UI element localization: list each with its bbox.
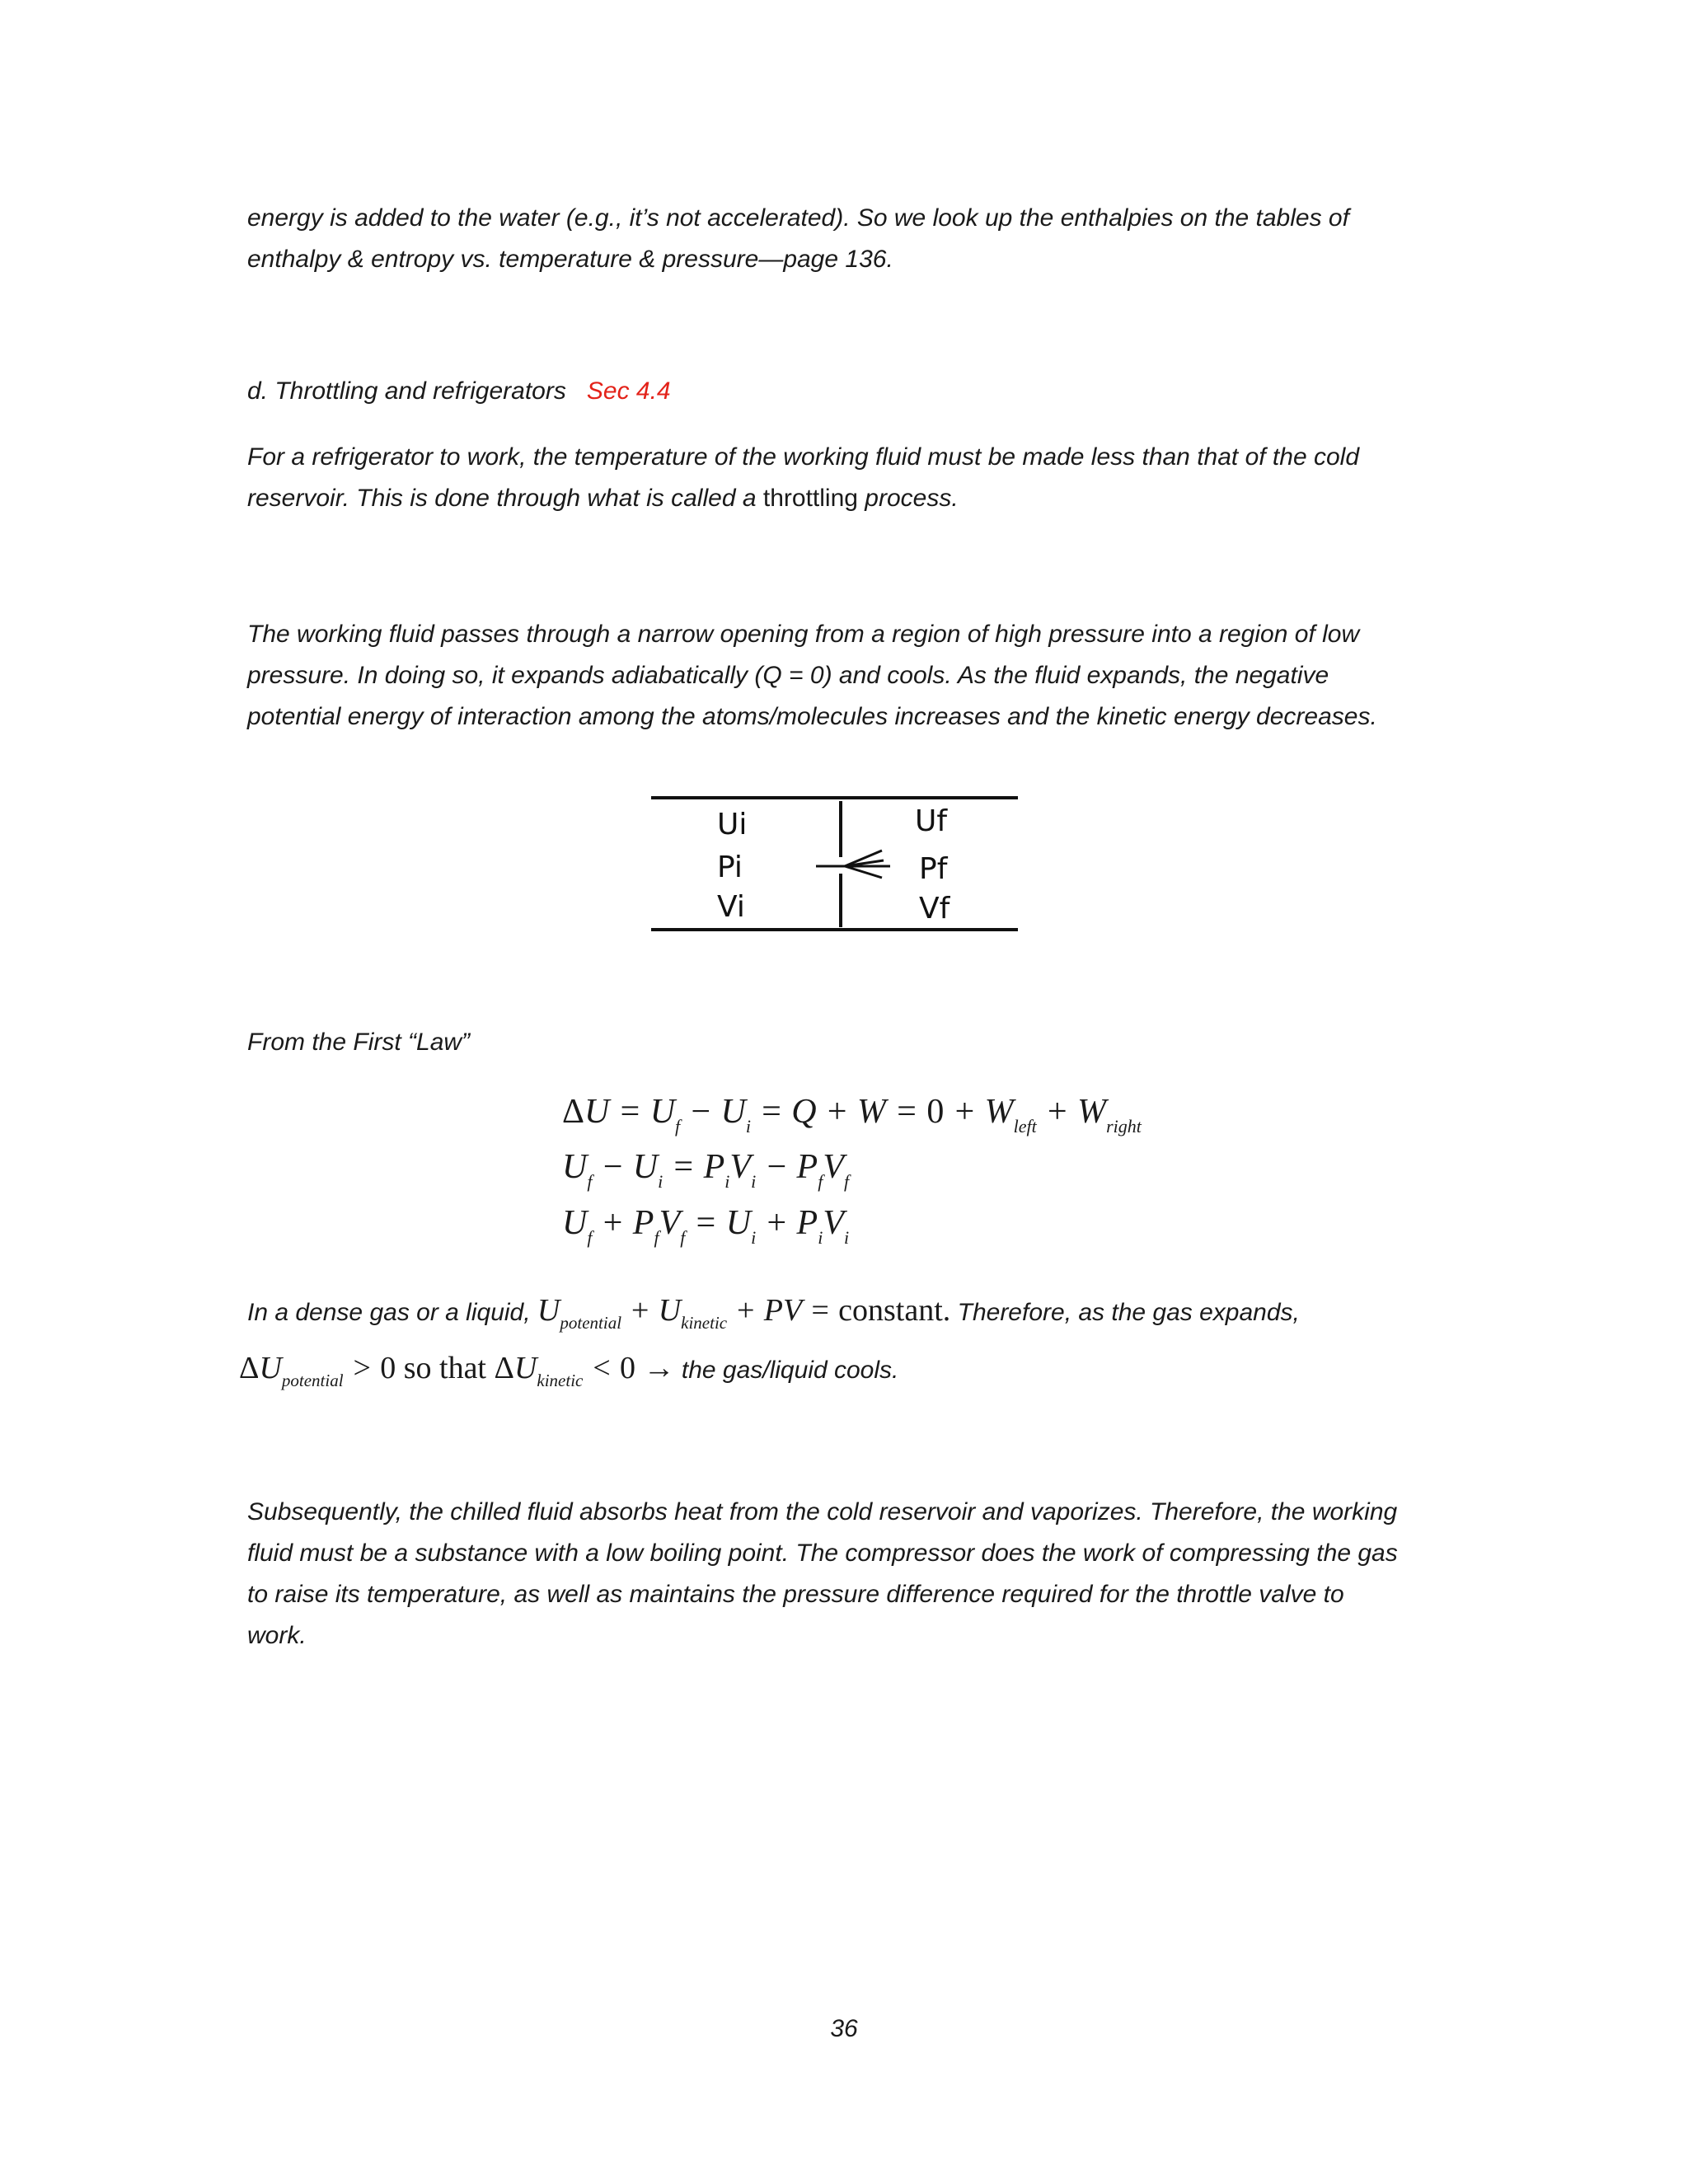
section-reference: Sec 4.4 [586,377,671,405]
text-line: The working fluid passes through a narrow opening from a region of high pressure into a region of low [247,621,1360,648]
text-segment: Therefore, as the gas expands, [957,1299,1300,1326]
label-pi: Pi [717,851,743,884]
paragraph-cooling [239,1347,1442,1393]
text-line: process. [865,485,959,512]
throttling-diagram [643,791,1022,948]
paragraph-compressor [247,1492,1467,1657]
paragraph-working-fluid [247,614,1451,738]
page-number: 36 [830,2015,858,2042]
paragraph-refrigerator [247,437,1451,519]
text-line: energy is added to the water (e.g., it’s not accelerated). So we look up the enthalpies on the tables of [247,204,1349,232]
text-segment: the gas/liquid cools. [681,1357,899,1384]
text-line: enthalpy & entropy vs. temperature & pressure—page 136. [247,246,893,273]
paragraph-enthalpy [247,198,1451,280]
text-line: to raise its temperature, as well as maintains the pressure difference required for the throttle valve to [247,1581,1344,1608]
text-line: pressure. In doing so, it expands adiabatically (Q = 0) and cools. As the fluid expands, the negative [247,662,1329,689]
section-title: d. Throttling and refrigerators [247,377,566,405]
paragraph-dense-gas [247,1290,1484,1335]
text-line: reservoir. This is done through what is called a [247,485,757,512]
label-vi: Vi [717,890,745,924]
first-law-intro: From the First “Law” [247,1029,471,1056]
label-vf: Vf [919,892,950,926]
section-heading [247,371,1451,412]
term-throttling: throttling [762,485,858,512]
text-line: fluid must be a substance with a low boiling point. The compressor does the work of compressing the gas [247,1540,1398,1567]
text-line: potential energy of interaction among the atoms/molecules increases and the kinetic energy decreases. [247,703,1377,730]
label-pf: Pf [919,852,948,886]
equation-first-law: $\Delta U = U_f - U_i = Q + W = 0 + W_{left} + W_{right}$ [562,1093,1142,1137]
text-line: For a refrigerator to work, the temperature of the working fluid must be made less than that of the cold [247,443,1360,471]
text-line: work. [247,1622,307,1649]
flow-arrow [816,851,890,878]
label-ui: Ui [717,808,748,841]
text-segment: In a dense gas or a liquid, [247,1299,531,1326]
equation-enthalpy: $U_f + P_fV_f = U_i + P_iV_i$ [562,1204,850,1248]
inline-equation-cooling: $\Delta U_{potential} > 0$ so that $\Delta U_{kinetic} < 0$ → [239,1351,675,1390]
equation-work-terms: $U_f - U_i = P_iV_i - P_fV_f$ [562,1148,850,1192]
text-line: Subsequently, the chilled fluid absorbs heat from the cold reservoir and vaporizes. Therefore, the working [247,1498,1398,1526]
label-uf: Uf [915,804,948,838]
inline-equation-constant: $U_{potential} + U_{kinetic}$ + PV = constant. [537,1293,951,1333]
